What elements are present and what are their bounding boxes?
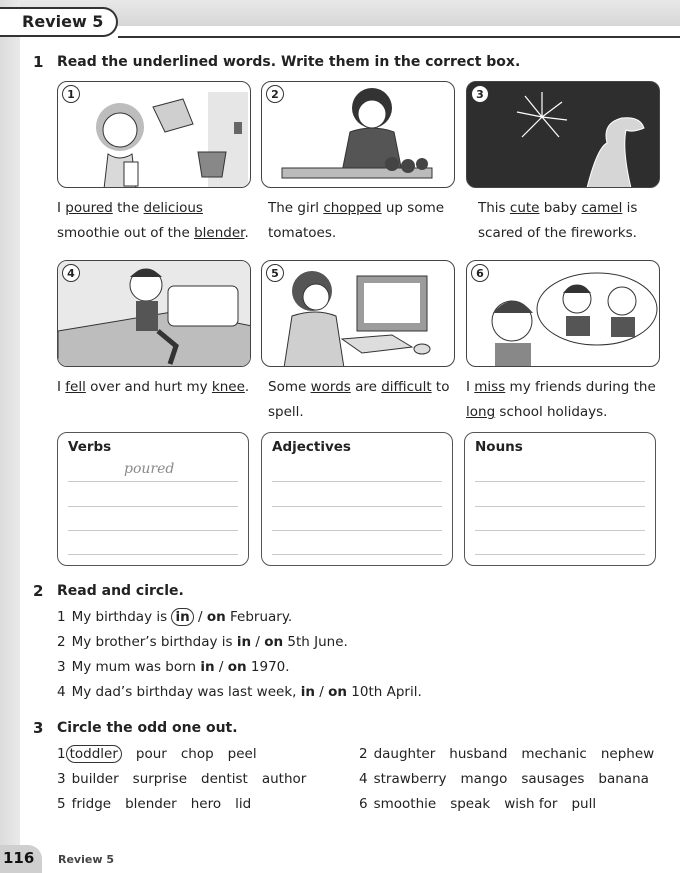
word[interactable]: builder bbox=[71, 771, 119, 787]
odd-one-out-row bbox=[57, 796, 265, 812]
word[interactable]: author bbox=[261, 771, 307, 787]
option-on[interactable]: on bbox=[206, 609, 226, 625]
caption-text: I bbox=[57, 200, 66, 216]
item-number: 4 bbox=[359, 771, 368, 787]
item-number: 6 bbox=[359, 796, 368, 812]
circle-item bbox=[57, 634, 348, 650]
word[interactable]: peel bbox=[227, 746, 257, 762]
odd-one-out-row bbox=[359, 771, 649, 787]
picture-2 bbox=[261, 81, 455, 188]
item-text: My mum was born bbox=[71, 659, 201, 675]
item-number: 5 bbox=[57, 796, 66, 812]
item-text: My brother’s birthday is bbox=[71, 634, 237, 650]
write-line[interactable] bbox=[68, 481, 238, 482]
underlined-word-words: words bbox=[310, 379, 351, 395]
woman-at-computer-illustration bbox=[262, 261, 455, 367]
word[interactable]: surprise bbox=[132, 771, 188, 787]
picture-1 bbox=[57, 81, 251, 188]
underlined-word-miss: miss bbox=[474, 379, 506, 395]
page-number: 116 bbox=[3, 849, 35, 867]
word[interactable]: husband bbox=[449, 746, 508, 762]
caption-text: This bbox=[478, 200, 510, 216]
item-number: 2 bbox=[359, 746, 368, 762]
circle-item bbox=[57, 659, 290, 675]
box-title: Adjectives bbox=[272, 439, 351, 455]
write-line[interactable] bbox=[475, 481, 645, 482]
caption-text: The girl bbox=[268, 200, 324, 216]
caption-text: baby bbox=[539, 200, 582, 216]
underlined-word-chopped: chopped bbox=[323, 200, 382, 216]
boy-hurt-knee-illustration bbox=[58, 261, 251, 367]
odd-one-out-row bbox=[359, 796, 596, 812]
caption-text: . bbox=[244, 225, 249, 241]
odd-one-out-row bbox=[57, 746, 271, 762]
header-rule bbox=[118, 36, 680, 38]
option-separator: / bbox=[251, 634, 265, 650]
picture-2-caption bbox=[268, 196, 464, 246]
underlined-word-cute: cute bbox=[509, 200, 540, 216]
odd-one-out-row bbox=[359, 746, 654, 762]
write-line[interactable] bbox=[272, 554, 442, 555]
word[interactable]: lid bbox=[235, 796, 252, 812]
write-line[interactable] bbox=[475, 530, 645, 531]
odd-one-out-row bbox=[57, 771, 320, 787]
boy-missing-friends-illustration bbox=[467, 261, 660, 367]
caption-text: I bbox=[466, 379, 475, 395]
page-edge-band bbox=[0, 0, 20, 873]
box-title: Nouns bbox=[475, 439, 523, 455]
underlined-word-long: long bbox=[466, 404, 496, 420]
word[interactable]: pour bbox=[135, 746, 167, 762]
word[interactable]: banana bbox=[598, 771, 649, 787]
review-tab bbox=[0, 7, 118, 37]
option-separator: / bbox=[314, 684, 329, 700]
write-line[interactable] bbox=[68, 554, 238, 555]
nouns-box[interactable] bbox=[464, 432, 656, 566]
section-1-number: 1 bbox=[33, 53, 44, 71]
word[interactable]: nephew bbox=[600, 746, 655, 762]
write-line[interactable] bbox=[475, 506, 645, 507]
item-number: 4 bbox=[57, 684, 66, 700]
circle-item bbox=[57, 684, 422, 700]
write-line[interactable] bbox=[475, 554, 645, 555]
picture-4 bbox=[57, 260, 251, 367]
write-line[interactable] bbox=[272, 481, 442, 482]
underlined-word-fell: fell bbox=[65, 379, 86, 395]
word[interactable]: strawberry bbox=[373, 771, 447, 787]
caption-text: my friends during the bbox=[505, 379, 656, 395]
item-text: 5th June. bbox=[283, 634, 348, 650]
item-text: 1970. bbox=[246, 659, 290, 675]
word-circled[interactable]: toddler bbox=[66, 745, 122, 763]
write-line[interactable] bbox=[68, 530, 238, 531]
section-2-instruction: Read and circle. bbox=[57, 583, 184, 599]
word[interactable]: blender bbox=[125, 796, 177, 812]
caption-text: is scared of the fireworks. bbox=[478, 200, 638, 241]
example-answer: poured bbox=[124, 461, 175, 477]
word[interactable]: dentist bbox=[201, 771, 248, 787]
page-number-tab bbox=[0, 845, 42, 873]
word[interactable]: daughter bbox=[373, 746, 436, 762]
write-line[interactable] bbox=[68, 506, 238, 507]
option-separator: / bbox=[193, 609, 207, 625]
section-3-instruction: Circle the odd one out. bbox=[57, 720, 238, 736]
camel-fireworks-illustration bbox=[467, 82, 660, 188]
write-line[interactable] bbox=[272, 506, 442, 507]
girl-pouring-smoothie-illustration bbox=[58, 82, 251, 188]
underlined-word-poured: poured bbox=[65, 200, 113, 216]
underlined-word-blender: blender bbox=[194, 225, 245, 241]
caption-text: up some tomatoes. bbox=[268, 200, 445, 241]
picture-6-caption bbox=[466, 375, 662, 425]
picture-number: 3 bbox=[471, 85, 489, 103]
picture-number: 6 bbox=[471, 264, 489, 282]
option-on[interactable]: on bbox=[328, 684, 348, 700]
option-in[interactable]: in bbox=[236, 634, 252, 650]
picture-number: 1 bbox=[62, 85, 80, 103]
caption-text: are bbox=[350, 379, 382, 395]
item-text: February. bbox=[225, 609, 293, 625]
item-text: 10th April. bbox=[347, 684, 422, 700]
underlined-word-knee: knee bbox=[211, 379, 245, 395]
word[interactable]: mechanic bbox=[521, 746, 587, 762]
picture-5 bbox=[261, 260, 455, 367]
caption-text: smoothie out of the bbox=[57, 225, 195, 241]
footer-label: Review 5 bbox=[58, 853, 114, 866]
caption-text: over and hurt my bbox=[85, 379, 212, 395]
picture-6 bbox=[466, 260, 660, 367]
item-number: 1 bbox=[57, 746, 66, 762]
item-number: 3 bbox=[57, 659, 66, 675]
option-in[interactable]: in bbox=[200, 659, 215, 675]
caption-text: to spell. bbox=[268, 379, 450, 420]
item-number: 2 bbox=[57, 634, 66, 650]
word[interactable]: mango bbox=[460, 771, 508, 787]
picture-4-caption bbox=[57, 375, 253, 400]
picture-3-caption bbox=[478, 196, 674, 246]
picture-number: 5 bbox=[266, 264, 284, 282]
word[interactable]: fridge bbox=[71, 796, 112, 812]
verbs-box[interactable] bbox=[57, 432, 249, 566]
write-line[interactable] bbox=[272, 530, 442, 531]
word[interactable]: pull bbox=[571, 796, 597, 812]
box-title: Verbs bbox=[68, 439, 112, 455]
picture-number: 4 bbox=[62, 264, 80, 282]
caption-text: I bbox=[57, 379, 66, 395]
underlined-word-difficult: difficult bbox=[381, 379, 432, 395]
caption-text: Some bbox=[268, 379, 311, 395]
option-in[interactable]: in bbox=[300, 684, 315, 700]
picture-1-caption bbox=[57, 196, 253, 246]
picture-number: 2 bbox=[266, 85, 284, 103]
caption-text: . bbox=[244, 379, 250, 395]
page-title: Review 5 bbox=[22, 12, 104, 31]
girl-chopping-tomatoes-illustration bbox=[262, 82, 455, 188]
picture-3 bbox=[466, 81, 660, 188]
section-1-instruction: Read the underlined words. Write them in the correct box. bbox=[57, 54, 521, 70]
option-on[interactable]: on bbox=[227, 659, 247, 675]
underlined-word-camel: camel bbox=[581, 200, 623, 216]
picture-5-caption bbox=[268, 375, 464, 425]
item-number: 3 bbox=[57, 771, 66, 787]
option-on[interactable]: on bbox=[264, 634, 284, 650]
circle-item bbox=[57, 609, 292, 625]
item-text: My birthday is bbox=[71, 609, 172, 625]
section-3-number: 3 bbox=[33, 719, 44, 737]
word[interactable]: chop bbox=[180, 746, 214, 762]
word[interactable]: sausages bbox=[521, 771, 585, 787]
caption-text: school holidays. bbox=[495, 404, 608, 420]
word[interactable]: smoothie bbox=[373, 796, 437, 812]
option-in-circled[interactable]: in bbox=[171, 608, 193, 626]
word[interactable]: hero bbox=[190, 796, 222, 812]
item-number: 1 bbox=[57, 609, 66, 625]
caption-text: the bbox=[112, 200, 144, 216]
item-text: My dad’s birthday was last week, bbox=[71, 684, 301, 700]
option-separator: / bbox=[214, 659, 228, 675]
word[interactable]: speak bbox=[450, 796, 491, 812]
word[interactable]: wish for bbox=[504, 796, 558, 812]
section-2-number: 2 bbox=[33, 582, 44, 600]
adjectives-box[interactable] bbox=[261, 432, 453, 566]
underlined-word-delicious: delicious bbox=[143, 200, 203, 216]
